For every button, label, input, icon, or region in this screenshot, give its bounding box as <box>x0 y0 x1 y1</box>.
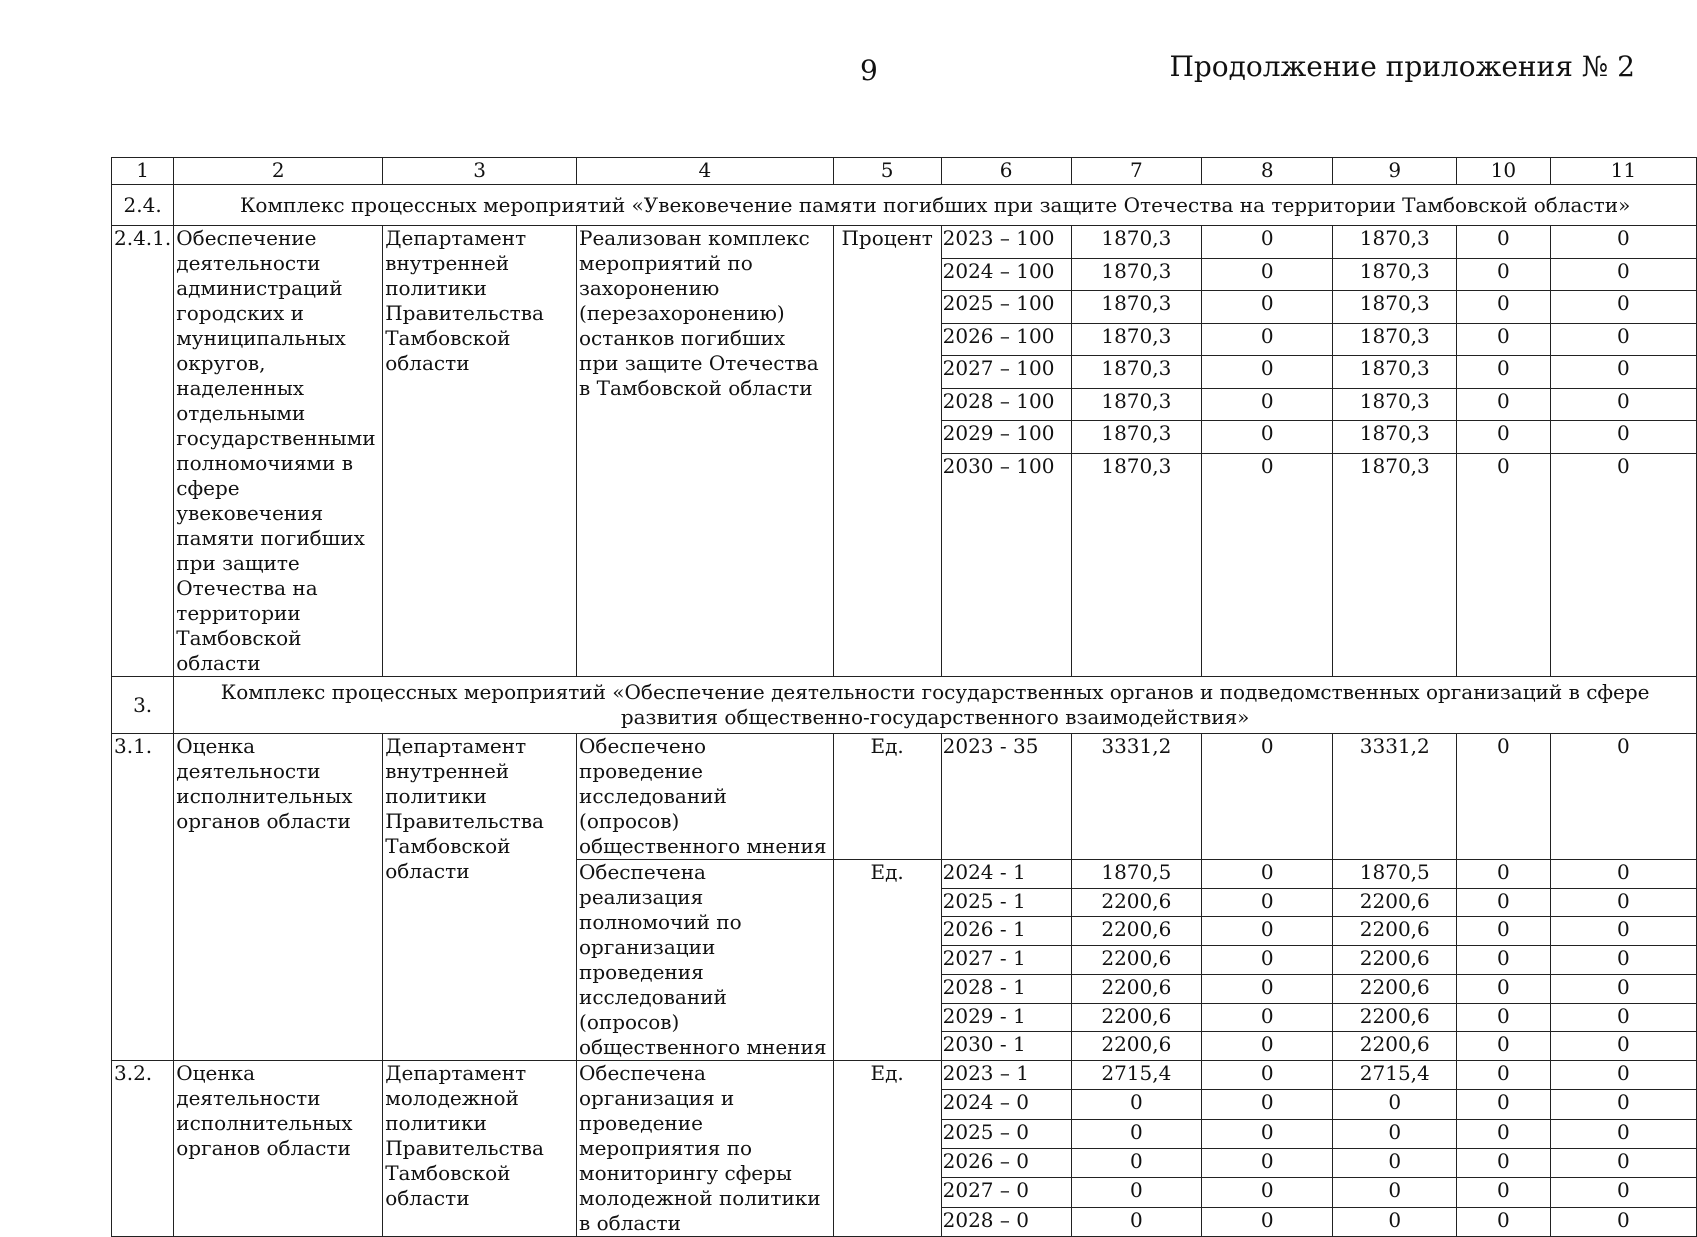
amount-federal-cell: 0 <box>1202 453 1333 676</box>
amount-total-cell: 1870,3 <box>1071 226 1202 259</box>
amount-regional-cell: 2200,6 <box>1333 1003 1457 1032</box>
amount-federal-cell: 0 <box>1202 1148 1333 1177</box>
amount-local-cell: 0 <box>1457 388 1551 421</box>
amount-federal-cell: 0 <box>1202 974 1333 1003</box>
amount-total-cell: 0 <box>1071 1090 1202 1119</box>
year-target-cell: 2028 – 100 <box>941 388 1071 421</box>
item-name: Оценка деятельности исполнительных органов области <box>174 1061 383 1237</box>
year-target-cell: 2030 – 100 <box>941 453 1071 676</box>
amount-regional-cell: 1870,3 <box>1333 323 1457 356</box>
column-header: 8 <box>1202 158 1333 185</box>
amount-other-cell: 0 <box>1550 1090 1696 1119</box>
program-activities-table <box>111 157 1697 1237</box>
amount-local-cell: 0 <box>1457 323 1551 356</box>
amount-total-cell: 1870,3 <box>1071 258 1202 291</box>
column-header: 4 <box>577 158 834 185</box>
amount-local-cell: 0 <box>1457 1178 1551 1207</box>
amount-local-cell: 0 <box>1457 1003 1551 1032</box>
amount-federal-cell: 0 <box>1202 1032 1333 1061</box>
amount-regional-cell: 0 <box>1333 1119 1457 1148</box>
amount-local-cell: 0 <box>1457 946 1551 975</box>
amount-local-cell: 0 <box>1457 1061 1551 1090</box>
amount-regional-cell: 1870,3 <box>1333 226 1457 259</box>
amount-total-cell: 2715,4 <box>1071 1061 1202 1090</box>
amount-federal-cell: 0 <box>1202 1207 1333 1236</box>
year-target-cell: 2024 – 0 <box>941 1090 1071 1119</box>
year-target-cell: 2028 – 0 <box>941 1207 1071 1236</box>
amount-total-cell: 1870,3 <box>1071 388 1202 421</box>
amount-federal-cell: 0 <box>1202 421 1333 454</box>
year-target-cell: 2026 - 1 <box>941 917 1071 946</box>
amount-other-cell: 0 <box>1550 453 1696 676</box>
amount-regional-cell: 1870,3 <box>1333 258 1457 291</box>
amount-federal-cell: 0 <box>1202 323 1333 356</box>
section-number: 2.4. <box>112 185 174 226</box>
amount-local-cell: 0 <box>1457 421 1551 454</box>
amount-local-cell: 0 <box>1457 734 1551 860</box>
amount-total-cell: 0 <box>1071 1207 1202 1236</box>
amount-federal-cell: 0 <box>1202 888 1333 917</box>
amount-federal-cell: 0 <box>1202 946 1333 975</box>
amount-other-cell: 0 <box>1550 917 1696 946</box>
appendix-continuation-heading: Продолжение приложения № 2 <box>1169 50 1635 83</box>
amount-federal-cell: 0 <box>1202 258 1333 291</box>
year-target-cell: 2023 – 100 <box>941 226 1071 259</box>
amount-regional-cell: 2200,6 <box>1333 917 1457 946</box>
unit-of-measure: Ед. <box>833 734 941 860</box>
amount-regional-cell: 1870,3 <box>1333 388 1457 421</box>
amount-total-cell: 0 <box>1071 1178 1202 1207</box>
amount-local-cell: 0 <box>1457 258 1551 291</box>
amount-regional-cell: 2200,6 <box>1333 946 1457 975</box>
amount-other-cell: 0 <box>1550 323 1696 356</box>
year-target-cell: 2027 - 1 <box>941 946 1071 975</box>
year-target-cell: 2026 – 0 <box>941 1148 1071 1177</box>
column-header: 11 <box>1550 158 1696 185</box>
year-target-cell: 2027 – 100 <box>941 356 1071 389</box>
amount-total-cell: 2200,6 <box>1071 1032 1202 1061</box>
year-target-cell: 2029 – 100 <box>941 421 1071 454</box>
year-target-cell: 2026 – 100 <box>941 323 1071 356</box>
year-target-cell: 2024 – 100 <box>941 258 1071 291</box>
amount-other-cell: 0 <box>1550 1148 1696 1177</box>
amount-federal-cell: 0 <box>1202 388 1333 421</box>
column-header: 10 <box>1457 158 1551 185</box>
amount-other-cell: 0 <box>1550 1178 1696 1207</box>
amount-total-cell: 2200,6 <box>1071 974 1202 1003</box>
table-row <box>112 185 1697 226</box>
amount-federal-cell: 0 <box>1202 917 1333 946</box>
amount-local-cell: 0 <box>1457 1119 1551 1148</box>
page-number: 9 <box>860 54 878 87</box>
amount-local-cell: 0 <box>1457 1032 1551 1061</box>
amount-total-cell: 2200,6 <box>1071 1003 1202 1032</box>
section-title: Комплекс процессных мероприятий «Обеспечение деятельности государственных органов и подведомственных организаций в сфере развития общественно-государственного взаимодействия» <box>174 677 1697 734</box>
amount-other-cell: 0 <box>1550 860 1696 889</box>
amount-regional-cell: 0 <box>1333 1148 1457 1177</box>
amount-regional-cell: 2200,6 <box>1333 974 1457 1003</box>
amount-other-cell: 0 <box>1550 974 1696 1003</box>
amount-regional-cell: 2715,4 <box>1333 1061 1457 1090</box>
amount-local-cell: 0 <box>1457 860 1551 889</box>
amount-total-cell: 0 <box>1071 1148 1202 1177</box>
year-target-cell: 2028 - 1 <box>941 974 1071 1003</box>
amount-regional-cell: 0 <box>1333 1090 1457 1119</box>
amount-regional-cell: 3331,2 <box>1333 734 1457 860</box>
amount-regional-cell: 1870,3 <box>1333 453 1457 676</box>
amount-other-cell: 0 <box>1550 388 1696 421</box>
amount-federal-cell: 0 <box>1202 1119 1333 1148</box>
amount-local-cell: 0 <box>1457 356 1551 389</box>
table-row <box>112 158 1697 185</box>
unit-of-measure: Ед. <box>833 1061 941 1237</box>
expected-result: Обеспечена реализация полномочий по организации проведения исследований (опросов) общественного мнения <box>577 860 834 1061</box>
year-target-cell: 2030 - 1 <box>941 1032 1071 1061</box>
amount-local-cell: 0 <box>1457 1207 1551 1236</box>
expected-result: Реализован комплекс мероприятий по захоронению (перезахоронению) останков погибших при защите Отечества в Тамбовской области <box>577 226 834 677</box>
column-header: 3 <box>383 158 577 185</box>
amount-other-cell: 0 <box>1550 226 1696 259</box>
amount-total-cell: 1870,3 <box>1071 453 1202 676</box>
amount-other-cell: 0 <box>1550 1032 1696 1061</box>
column-header: 1 <box>112 158 174 185</box>
amount-total-cell: 1870,3 <box>1071 291 1202 324</box>
amount-other-cell: 0 <box>1550 888 1696 917</box>
section-title: Комплекс процессных мероприятий «Увековечение памяти погибших при защите Отечества на территории Тамбовской области» <box>174 185 1697 226</box>
amount-other-cell: 0 <box>1550 291 1696 324</box>
table-row <box>112 1061 1697 1090</box>
table-row <box>112 734 1697 860</box>
column-header: 6 <box>941 158 1071 185</box>
amount-other-cell: 0 <box>1550 356 1696 389</box>
amount-total-cell: 1870,5 <box>1071 860 1202 889</box>
column-header: 7 <box>1071 158 1202 185</box>
amount-regional-cell: 1870,3 <box>1333 421 1457 454</box>
column-header: 2 <box>174 158 383 185</box>
amount-regional-cell: 1870,3 <box>1333 356 1457 389</box>
amount-local-cell: 0 <box>1457 974 1551 1003</box>
amount-federal-cell: 0 <box>1202 1178 1333 1207</box>
amount-federal-cell: 0 <box>1202 291 1333 324</box>
item-number: 3.1. <box>112 734 174 1061</box>
amount-total-cell: 2200,6 <box>1071 888 1202 917</box>
column-header: 9 <box>1333 158 1457 185</box>
item-number: 3.2. <box>112 1061 174 1237</box>
amount-other-cell: 0 <box>1550 1003 1696 1032</box>
amount-federal-cell: 0 <box>1202 734 1333 860</box>
responsible-department: Департамент внутренней политики Правительства Тамбовской области <box>383 734 577 1061</box>
amount-other-cell: 0 <box>1550 734 1696 860</box>
amount-other-cell: 0 <box>1550 946 1696 975</box>
expected-result: Обеспечена организация и проведение мероприятия по мониторингу сферы молодежной политики в области <box>577 1061 834 1237</box>
year-target-cell: 2025 – 100 <box>941 291 1071 324</box>
year-target-cell: 2025 - 1 <box>941 888 1071 917</box>
amount-total-cell: 1870,3 <box>1071 421 1202 454</box>
table-row <box>112 226 1697 259</box>
amount-regional-cell: 0 <box>1333 1178 1457 1207</box>
amount-federal-cell: 0 <box>1202 860 1333 889</box>
amount-federal-cell: 0 <box>1202 226 1333 259</box>
unit-of-measure: Процент <box>833 226 941 677</box>
amount-other-cell: 0 <box>1550 1207 1696 1236</box>
amount-federal-cell: 0 <box>1202 1003 1333 1032</box>
amount-local-cell: 0 <box>1457 453 1551 676</box>
year-target-cell: 2024 - 1 <box>941 860 1071 889</box>
unit-of-measure: Ед. <box>833 860 941 1061</box>
responsible-department: Департамент молодежной политики Правительства Тамбовской области <box>383 1061 577 1237</box>
amount-other-cell: 0 <box>1550 1119 1696 1148</box>
amount-local-cell: 0 <box>1457 1148 1551 1177</box>
item-name: Обеспечение деятельности администраций городских и муниципальных округов, наделенных отдельными государственными полномочиями в сфере увековечения памяти погибших при защите Отечества на территории Тамбовской области <box>174 226 383 677</box>
amount-other-cell: 0 <box>1550 421 1696 454</box>
amount-total-cell: 1870,3 <box>1071 323 1202 356</box>
table-row <box>112 677 1697 734</box>
year-target-cell: 2023 – 1 <box>941 1061 1071 1090</box>
amount-regional-cell: 1870,5 <box>1333 860 1457 889</box>
year-target-cell: 2029 - 1 <box>941 1003 1071 1032</box>
expected-result: Обеспечено проведение исследований (опросов) общественного мнения <box>577 734 834 860</box>
amount-other-cell: 0 <box>1550 1061 1696 1090</box>
amount-total-cell: 2200,6 <box>1071 946 1202 975</box>
amount-regional-cell: 2200,6 <box>1333 888 1457 917</box>
column-header: 5 <box>833 158 941 185</box>
amount-local-cell: 0 <box>1457 1090 1551 1119</box>
amount-federal-cell: 0 <box>1202 356 1333 389</box>
amount-other-cell: 0 <box>1550 258 1696 291</box>
amount-regional-cell: 1870,3 <box>1333 291 1457 324</box>
amount-regional-cell: 0 <box>1333 1207 1457 1236</box>
amount-local-cell: 0 <box>1457 917 1551 946</box>
amount-total-cell: 3331,2 <box>1071 734 1202 860</box>
amount-local-cell: 0 <box>1457 291 1551 324</box>
item-name: Оценка деятельности исполнительных органов области <box>174 734 383 1061</box>
year-target-cell: 2023 - 35 <box>941 734 1071 860</box>
amount-total-cell: 1870,3 <box>1071 356 1202 389</box>
year-target-cell: 2025 – 0 <box>941 1119 1071 1148</box>
amount-total-cell: 2200,6 <box>1071 917 1202 946</box>
amount-federal-cell: 0 <box>1202 1090 1333 1119</box>
amount-local-cell: 0 <box>1457 888 1551 917</box>
item-number: 2.4.1. <box>112 226 174 677</box>
amount-local-cell: 0 <box>1457 226 1551 259</box>
responsible-department: Департамент внутренней политики Правительства Тамбовской области <box>383 226 577 677</box>
amount-total-cell: 0 <box>1071 1119 1202 1148</box>
amount-federal-cell: 0 <box>1202 1061 1333 1090</box>
section-number: 3. <box>112 677 174 734</box>
year-target-cell: 2027 – 0 <box>941 1178 1071 1207</box>
amount-regional-cell: 2200,6 <box>1333 1032 1457 1061</box>
